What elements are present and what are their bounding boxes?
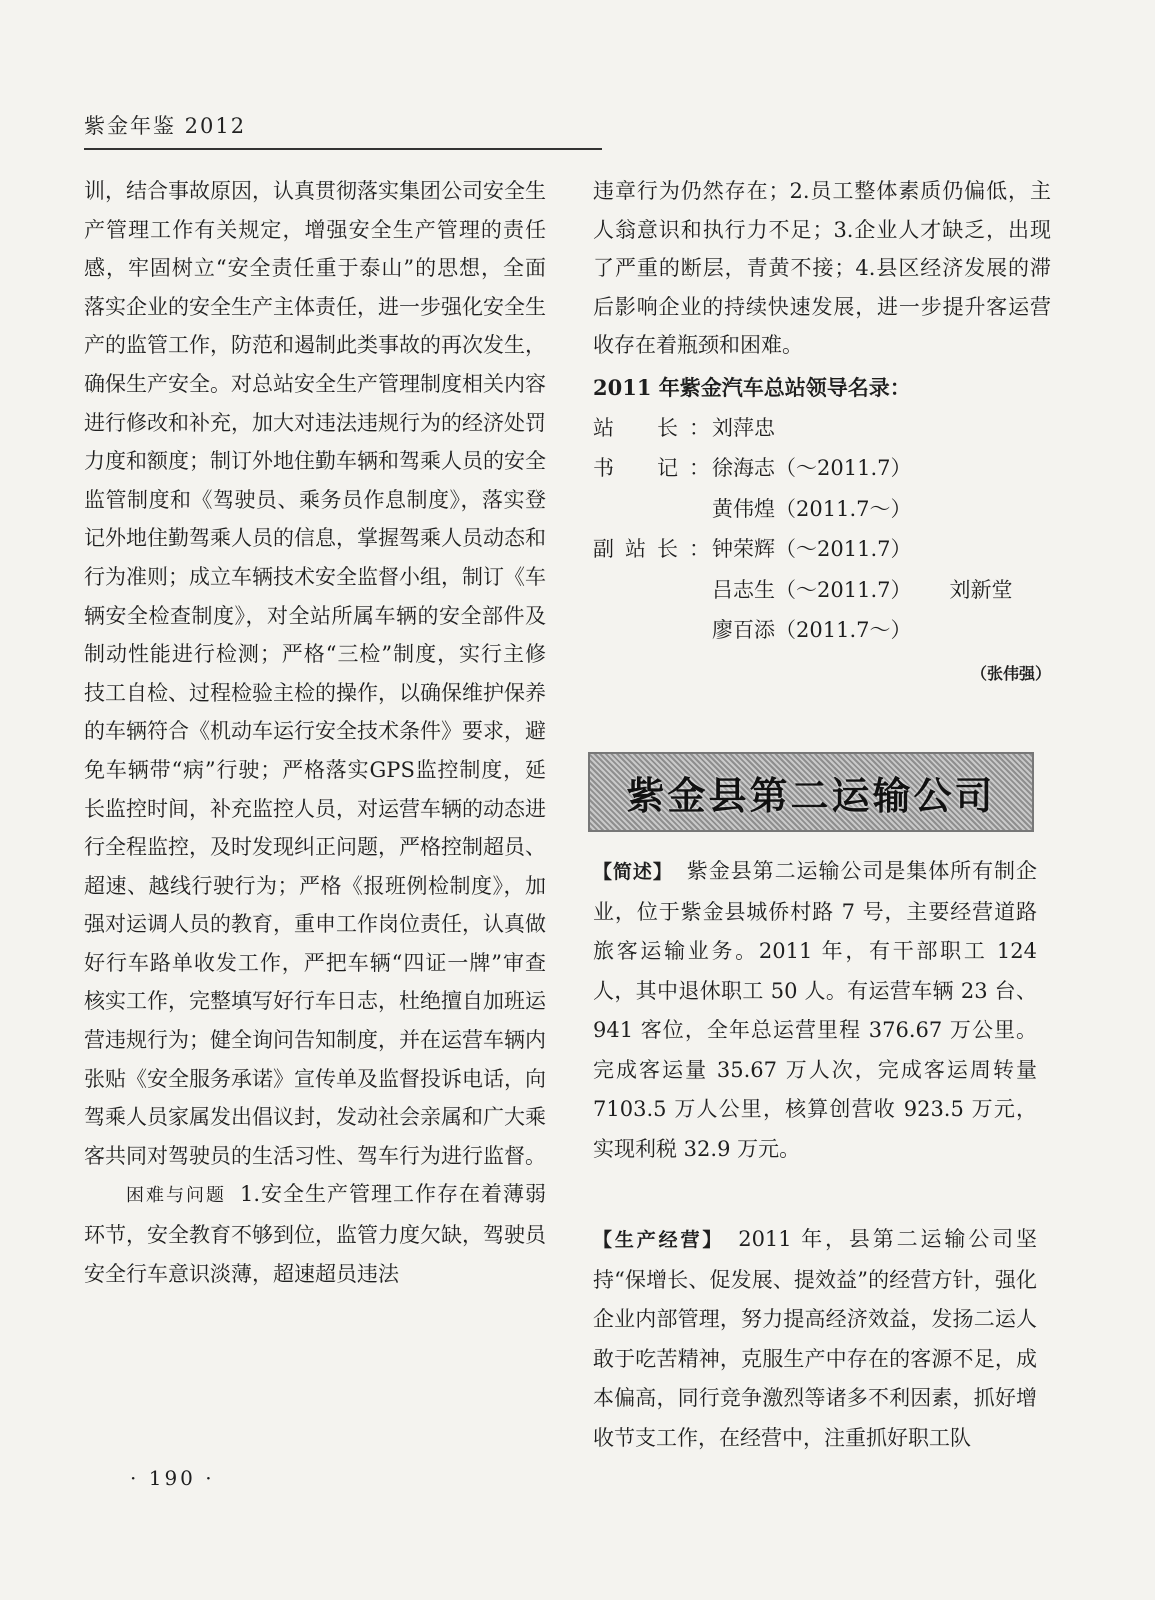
- left-column: [84, 172, 546, 1293]
- safety-measures-paragraph: 训，结合事故原因，认真贯彻落实集团公司安全生产管理工作有关规定，增强安全生产管理的责任感，牢固树立“安全责任重于泰山”的思想，全面落实企业的安全生产主体责任，进一步强化安全生产的监管工作，防范和遏制此类事故的再次发生，确保生产安全。对总站安全生产管理制度相关内容进行修改和补充，加大对违法违规行为的经济处罚力度和额度；制订外地住勤车辆和驾乘人员的安全监管制度和《驾驶员、乘务员作息制度》，落实登记外地住勤驾乘人员的信息，掌握驾乘人员动态和行为准则；成立车辆技术安全监督小组，制订《车辆安全检查制度》，对全站所属车辆的安全部件及制动性能进行检测；严格“三检”制度，实行主修技工自检、过程检验主检的操作，以确保维护保养的车辆符合《机动车运行安全技术条件》要求，避免车辆带“病”行驶；严格落实GPS监控制度，延长监控时间，补充监控人员，对运营车辆的动态进行全程监控，及时发现纠正问题，严格控制超员、超速、越线行驶行为；严格《报班例检制度》，加强对运调人员的教育，重申工作岗位责任，认真做好行车路单收发工作，严把车辆“四证一牌”审查核实工作，完整填写好行车日志，杜绝擅自加班运营违规行为；健全询问告知制度，并在运营车辆内张贴《安全服务承诺》宣传单及监督投诉电话，向驾乘人员家属发出倡议封，发动社会亲属和广大乘客共同对驾驶员的生活习性、驾车行为进行监督。: [84, 179, 546, 1168]
- page-number: · 190 ·: [130, 1466, 215, 1490]
- section-banner-title: 紫金县第二运输公司: [626, 773, 996, 818]
- difficulties-continuation: 违章行为仍然存在；2.员工整体素质仍偏低，主人翁意识和执行力不足；3.企业人才缺乏，出现了严重的断层，青黄不接；4.县区经济发展的滞后影响企业的持续快速发展，进一步提升客运营收存在着瓶颈和困难。: [593, 179, 1051, 358]
- roster-row: [593, 570, 1051, 611]
- roster-names: [593, 489, 911, 530]
- roster-name: 钟荣辉（～2011.7）: [712, 537, 912, 562]
- roster-name: 刘新堂: [949, 577, 1013, 602]
- summary-section: [593, 852, 1037, 1169]
- roster-names: [593, 610, 911, 651]
- running-header-title: 紫金年鉴 2012: [84, 114, 247, 138]
- right-column: [593, 172, 1051, 693]
- leadership-roster: [593, 408, 1051, 651]
- difficulties-text: 1.安全生产管理工作存在着薄弱环节，安全教育不够到位，监管力度欠缺，驾驶员安全行车意识淡薄，超速超员违法: [84, 1182, 547, 1286]
- roster-title: 2011 年紫金汽车总站领导名录：: [593, 374, 911, 400]
- roster-role: 副站长：: [593, 537, 710, 562]
- roster-names: [710, 448, 911, 489]
- operations-text: 2011 年，县第二运输公司坚持“保增长、促发展、提效益”的经营方针，强化企业内部管理，努力提高经济效益，发扬二运人敢于吃苦精神，克服生产中存在的客源不足，成本偏高，同行竞争激烈等诸多不利因素，抓好增收节支工作，在经营中，注重抓好职工队: [593, 1227, 1037, 1450]
- roster-name: 黄伟煌（2011.7～）: [712, 496, 912, 521]
- author-byline: （张伟强）: [970, 663, 1051, 683]
- difficulties-paragraph: [84, 1175, 546, 1293]
- operations-section: [593, 1220, 1037, 1458]
- roster-names: [710, 408, 775, 449]
- roster-role: 书 记：: [593, 456, 710, 481]
- roster-name: 徐海志（～2011.7）: [712, 456, 912, 481]
- roster-name: 刘萍忠: [712, 415, 775, 440]
- roster-role: 站 长：: [593, 415, 710, 440]
- roster-names: [710, 529, 911, 570]
- operations-paragraph: [593, 1220, 1037, 1458]
- roster-row: [593, 610, 1051, 651]
- summary-label: 【简述】: [593, 861, 673, 883]
- roster-row: [593, 489, 1051, 530]
- roster-names: [593, 570, 1012, 611]
- operations-label: 【生产经营】: [593, 1229, 725, 1251]
- summary-paragraph: [593, 852, 1037, 1169]
- difficulties-label: 困难与问题: [126, 1185, 226, 1207]
- roster-row: [593, 408, 1051, 449]
- roster-name: 吕志生（～2011.7）: [712, 577, 912, 602]
- section-banner: [588, 752, 1034, 832]
- roster-name: 廖百添（2011.7～）: [712, 618, 912, 643]
- summary-text: 紫金县第二运输公司是集体所有制企业，位于紫金县城侨村路 7 号，主要经营道路旅客运输业务。2011 年，有干部职工 124 人，其中退休职工 50 人。有运营车辆 23 台、941 客位，全年总运营里程 376.67 万公里。完成客运量 35.67 万人次，完成客运周转量 7103.5 万人公里，核算创营收 923.5 万元，实现利税 32.9 万元。: [593, 859, 1037, 1161]
- roster-row: [593, 529, 1051, 570]
- header-rule: [84, 148, 602, 150]
- roster-row: [593, 448, 1051, 489]
